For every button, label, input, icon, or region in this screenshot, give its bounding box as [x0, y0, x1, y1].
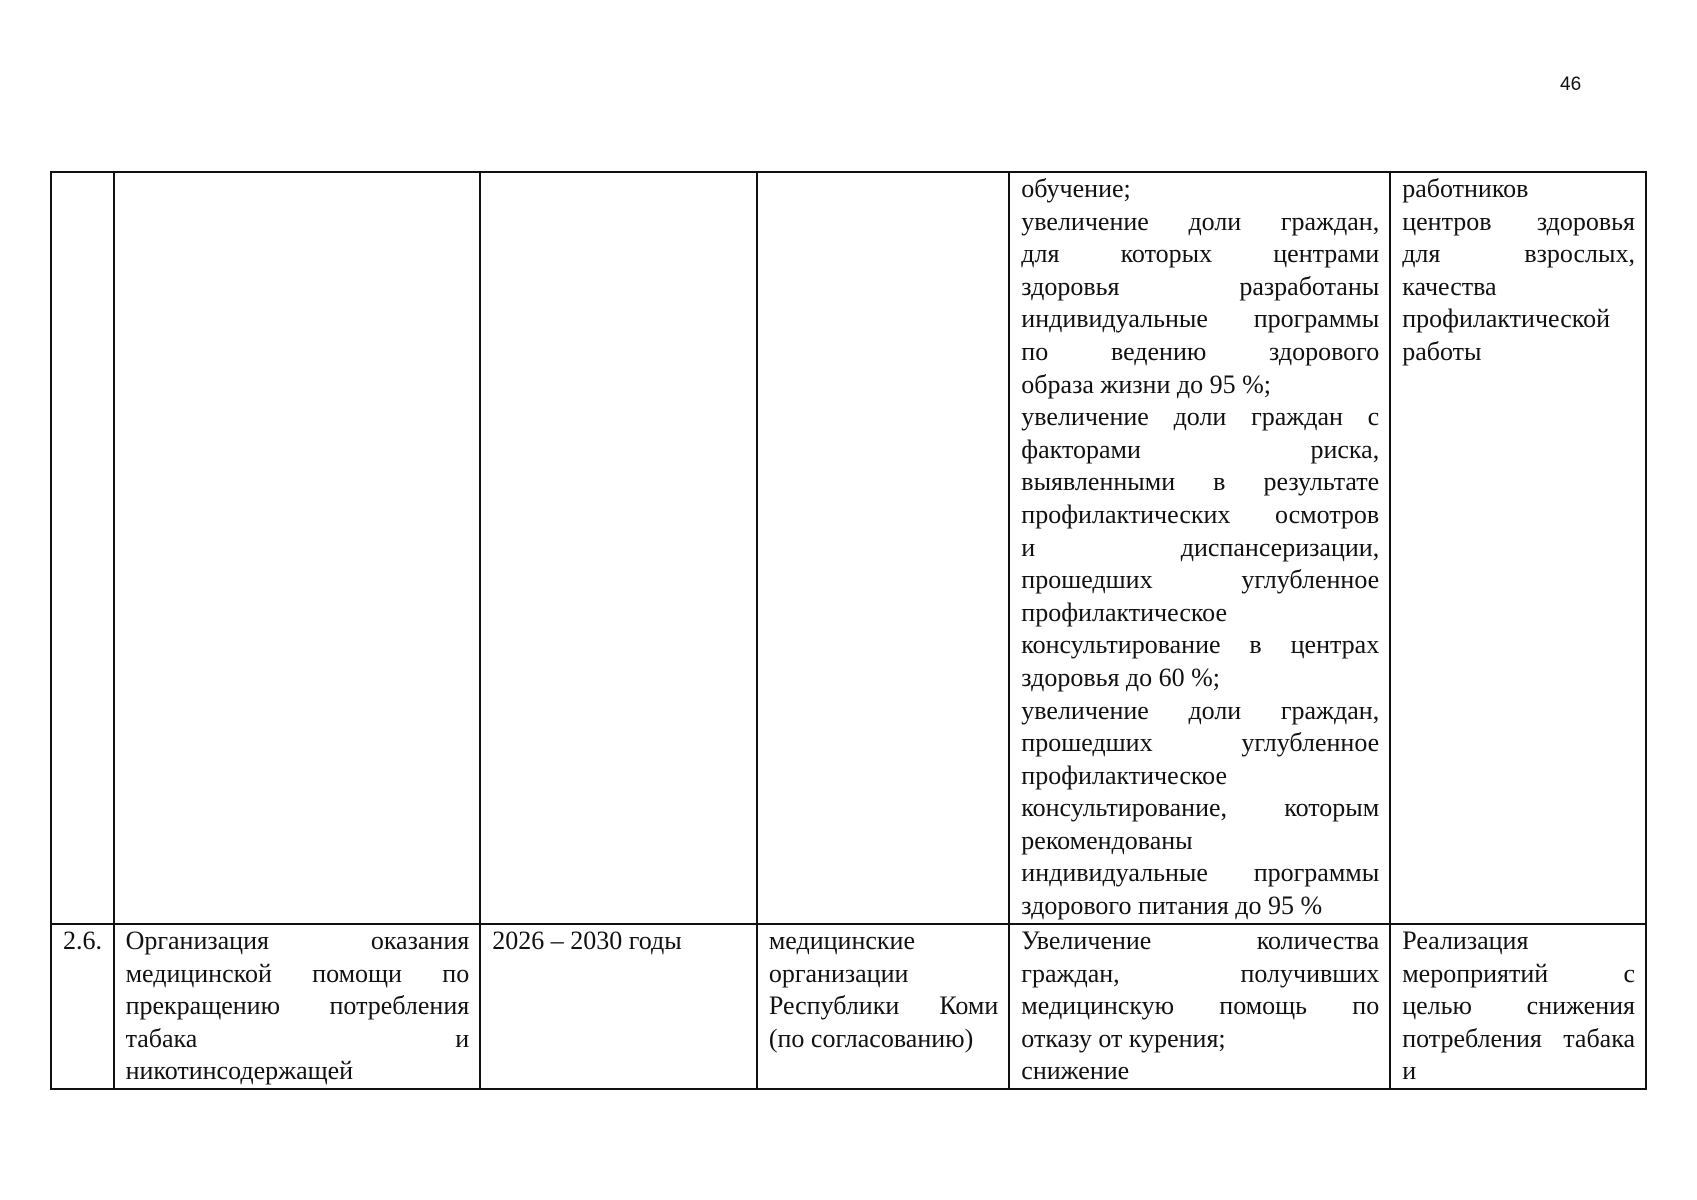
- cell-term: 2026 – 2030 годы: [480, 924, 757, 1089]
- text-line: здоровья до 60 %;: [1021, 662, 1221, 692]
- text-line: целью снижения: [1402, 991, 1635, 1021]
- cell-executor: [757, 172, 1009, 924]
- text-line: факторами риска,: [1021, 434, 1380, 464]
- text-line: образа жизни до 95 %;: [1021, 369, 1271, 399]
- text-line: никотинсодержащей: [125, 1056, 354, 1086]
- text-line: индивидуальные программы: [1021, 858, 1380, 888]
- cell-number: [51, 172, 114, 924]
- link-text: [1402, 173, 1635, 369]
- text-line: центров здоровья: [1402, 206, 1635, 236]
- text-line: консультирование, которым: [1021, 793, 1380, 823]
- text-line: медицинскую помощь по: [1021, 991, 1380, 1021]
- text-line: индивидуальные программы: [1021, 304, 1380, 334]
- text-line: мероприятий с: [1402, 958, 1635, 988]
- text-line: профилактическое: [1021, 597, 1228, 627]
- cell-link: [1390, 172, 1646, 924]
- cell-measure-name: [114, 924, 481, 1089]
- text-line: для которых центрами: [1021, 239, 1380, 269]
- cell-executor: [757, 924, 1009, 1089]
- text-line: (по согласованию): [768, 1023, 974, 1053]
- text-line: прошедших углубленное: [1021, 728, 1380, 758]
- text-line: Реализация: [1402, 926, 1529, 955]
- link-text: [1402, 925, 1635, 1088]
- text-line: профилактических осмотров: [1021, 499, 1380, 529]
- text-line: обучение;: [1021, 174, 1131, 203]
- cell-term: [480, 172, 757, 924]
- table-row-2-6: [51, 924, 1646, 1089]
- expected-result-text: [1021, 925, 1379, 1088]
- text-line: профилактическое: [1021, 760, 1228, 790]
- text-line: по ведению здорового: [1021, 336, 1380, 366]
- text-line: консультирование в центрах: [1021, 630, 1380, 660]
- cell-expected-result: [1009, 172, 1390, 924]
- text-line: отказу от курения;: [1021, 1023, 1226, 1053]
- text-line: и: [1402, 1056, 1417, 1086]
- text-line: выявленными в результате: [1021, 467, 1380, 497]
- cell-link: [1390, 924, 1646, 1089]
- page-number: 46: [1560, 74, 1582, 95]
- text-line: рекомендованы: [1021, 825, 1193, 855]
- text-line: Увеличение количества: [1021, 926, 1380, 955]
- measures-table: [50, 171, 1647, 1090]
- text-line: здорового питания до 95 %: [1021, 891, 1323, 921]
- cell-number: 2.6.: [51, 924, 114, 1089]
- text-line: Организация оказания: [125, 926, 470, 955]
- cell-expected-result: [1009, 924, 1390, 1089]
- text-line: Республики Коми: [768, 991, 999, 1021]
- text-line: увеличение доли граждан,: [1021, 206, 1380, 236]
- table-row-continuation: [51, 172, 1646, 924]
- text-line: медицинские: [768, 926, 915, 955]
- text-line: медицинской помощи по: [125, 958, 470, 988]
- text-line: качества: [1402, 271, 1497, 301]
- text-line: здоровья разработаны: [1021, 271, 1380, 301]
- text-line: для взрослых,: [1402, 239, 1635, 269]
- text-line: работников: [1402, 174, 1529, 203]
- text-line: потребления табака: [1402, 1023, 1635, 1053]
- executor-text: [769, 925, 998, 1055]
- expected-result-text: [1021, 173, 1379, 923]
- text-line: прошедших углубленное: [1021, 565, 1380, 595]
- text-line: увеличение доли граждан,: [1021, 695, 1380, 725]
- measure-name-text: [126, 925, 470, 1088]
- text-line: организации: [768, 958, 909, 988]
- text-line: профилактической: [1402, 304, 1610, 334]
- text-line: граждан, получивших: [1021, 958, 1380, 988]
- text-line: табака и: [125, 1023, 470, 1053]
- text-line: прекращению потребления: [125, 991, 470, 1021]
- text-line: снижение: [1021, 1056, 1130, 1086]
- text-line: работы: [1402, 336, 1482, 366]
- text-line: и диспансеризации,: [1021, 532, 1380, 562]
- cell-measure-name: [114, 172, 481, 924]
- text-line: увеличение доли граждан с: [1021, 402, 1380, 432]
